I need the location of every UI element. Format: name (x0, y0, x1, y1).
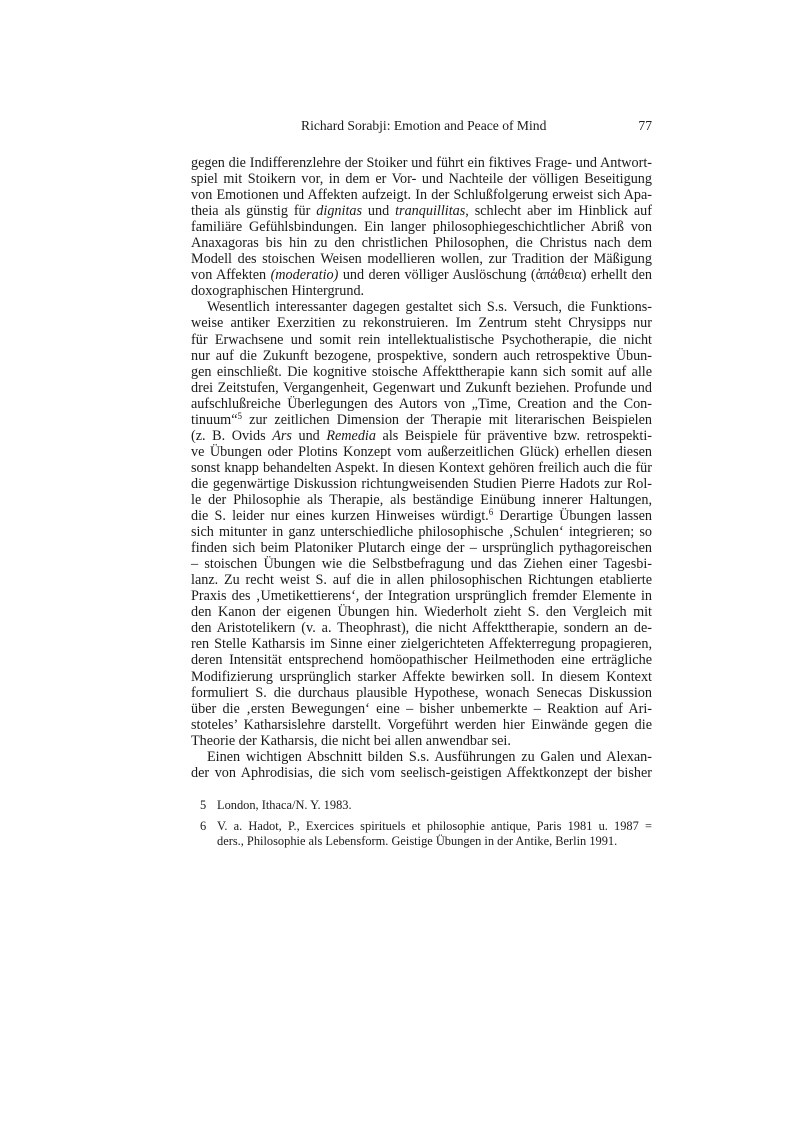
text-line: sich mitunter in ganz unterschiedliche philosophische ‚Schulen‘ integrieren; so (191, 524, 652, 541)
text-line: deren Intensität entsprechend homöopathischer Heilmethoden eine erträgliche (191, 652, 652, 669)
text-line: von Emotionen und Affekten aufzeigt. In der Schlußfolgerung erweist sich Apa- (191, 187, 652, 204)
text-line: Modifizierung ursprünglich starker Affekte bewirken soll. In diesem Kontext (191, 668, 652, 685)
text-line: ren Stelle Katharsis im Sinne einer zielgerichteten Affekterregung propagieren, (191, 636, 652, 653)
text-line: die S. leider nur eines kurzen Hinweises würdigt.$^6$ Derartige Übungen lassen (191, 507, 652, 525)
text-line: (z. B. Ovids Ars und Remedia als Beispiele für präventive bzw. retrospekti- (191, 427, 652, 444)
text-line: familiäre Gefühlsbindungen. Ein langer philosophiegeschichtlicher Abriß von (191, 219, 652, 236)
footnote-text: ders., Philosophie als Lebensform. Geistige Übungen in der Antike, Berlin 1991. (217, 834, 618, 848)
footnote-text: London, Ithaca/N. Y. 1983. (217, 798, 352, 812)
footnote-text: V. a. Hadot, P., Exercices spirituels et philosophie antique, Paris 1981 u. 1987 = (217, 818, 652, 833)
footnote (191, 798, 652, 814)
text-line: – stoischen Übungen wie die Selbstbefragung und das Ziehen einer Tagesbi- (191, 556, 652, 573)
text-line: lanz. Zu recht weist S. auf die in allen philosophischen Richtungen etablierte (191, 572, 652, 589)
text-line: gen einschließt. Die kognitive stoische Affekttherapie kann sich somit auf alle (191, 363, 652, 380)
text-line: formuliert S. die durchaus plausible Hypothese, wonach Senecas Diskussion (191, 684, 652, 701)
paragraph (191, 155, 652, 299)
text-line: Anaxagoras bis hin zu den christlichen Philosophen, die Christus nach dem (191, 235, 652, 252)
paragraph (191, 299, 652, 748)
text-line: Praxis des ‚Umetikettierens‘, der Integration ursprünglich fremder Elemente in (191, 588, 652, 605)
text-line: Einen wichtigen Abschnitt bilden S.s. Ausführungen zu Galen und Alexan- (207, 748, 652, 765)
text-line: den Aristotelikern (v. a. Theophrast), die nicht Affekttherapie, sondern an de- (191, 620, 652, 637)
text-line: Modell des stoischen Weisen modellieren wollen, zur Tradition der Mäßigung (191, 251, 652, 268)
paragraph (191, 749, 652, 781)
text-line: weise antiker Exerzitien zu rekonstruieren. Im Zentrum steht Chrysipps nur (191, 315, 652, 332)
text-line: le der Philosophie als Therapie, als beständige Einübung innerer Haltungen, (191, 491, 652, 508)
footnote-number: 6 (200, 818, 207, 833)
text-line: doxographischen Hintergrund. (191, 283, 365, 300)
text-line: tinuum“$^5$ zur zeitlichen Dimension der Therapie mit literarischen Beispielen (191, 410, 652, 428)
text-line: Theorie der Katharsis, die nicht bei allen anwendbar sei. (191, 732, 511, 749)
body-text (191, 155, 652, 781)
text-line: drei Zeitstufen, Vergangenheit, Gegenwart und Zukunft beziehen. Profunde und (191, 379, 652, 396)
text-line: der von Aphrodisias, die sich vom seelisch-geistigen Affektkonzept der bisher (191, 764, 652, 781)
text-line: die gegenwärtige Diskussion richtungweisenden Studien Pierre Hadots zur Rol- (191, 475, 652, 492)
text-line: von Affekten (moderatio) und deren völliger Auslöschung (ἀπάθεια) erhellt den (191, 267, 652, 284)
text-line: gegen die Indifferenzlehre der Stoiker und führt ein fiktives Frage- und Antwort- (191, 155, 652, 171)
running-header (191, 118, 652, 136)
text-line: stoteles’ Katharsislehre darstellt. Vorgeführt werden hier Einwände gegen die (191, 716, 652, 733)
page-number: 77 (638, 118, 652, 133)
text-line: nur auf die Zukunft bezogene, prospektive, sondern auch retrospektive Übun- (191, 347, 652, 364)
running-title: Richard Sorabji: Emotion and Peace of Mind (301, 118, 547, 133)
footnote-reference: 5 (237, 410, 242, 421)
footnotes (191, 798, 652, 855)
text-line: über die ‚ersten Bewegungen‘ eine – bisher unbemerkte – Reaktion auf Ari- (191, 700, 652, 717)
text-line: Wesentlich interessanter dagegen gestaltet sich S.s. Versuch, die Funktions- (207, 299, 652, 316)
footnote-reference: 6 (488, 507, 494, 518)
text-line: aufschlußreiche Überlegungen des Autors von „Time, Creation and the Con- (191, 395, 652, 412)
text-line: finden sich beim Platoniker Plutarch einge der – ursprünglich pythagoreischen (191, 540, 652, 557)
footnote-number: 5 (200, 798, 207, 812)
text-line: theia als günstig für dignitas und tranquillitas, schlecht aber im Hinblick auf (191, 203, 652, 220)
text-line: den Kanon der eigenen Übungen hin. Wiederholt zieht S. den Vergleich mit (191, 604, 652, 621)
text-line: sonst knapp behandelten Aspekt. In diesen Kontext gehören freilich auch die für (191, 459, 652, 476)
text-line: ve Übungen oder Plotins Konzept vom außerzeitlichen Glück) erhellen diesen (191, 443, 652, 460)
text-line: für Erwachsene und somit rein intellektualistische Psychotherapie, die nicht (191, 331, 652, 348)
footnote (191, 819, 652, 850)
text-line: spiel mit Stoikern vor, in dem er Vor- und Nachteile der völligen Beseitigung (191, 171, 652, 188)
